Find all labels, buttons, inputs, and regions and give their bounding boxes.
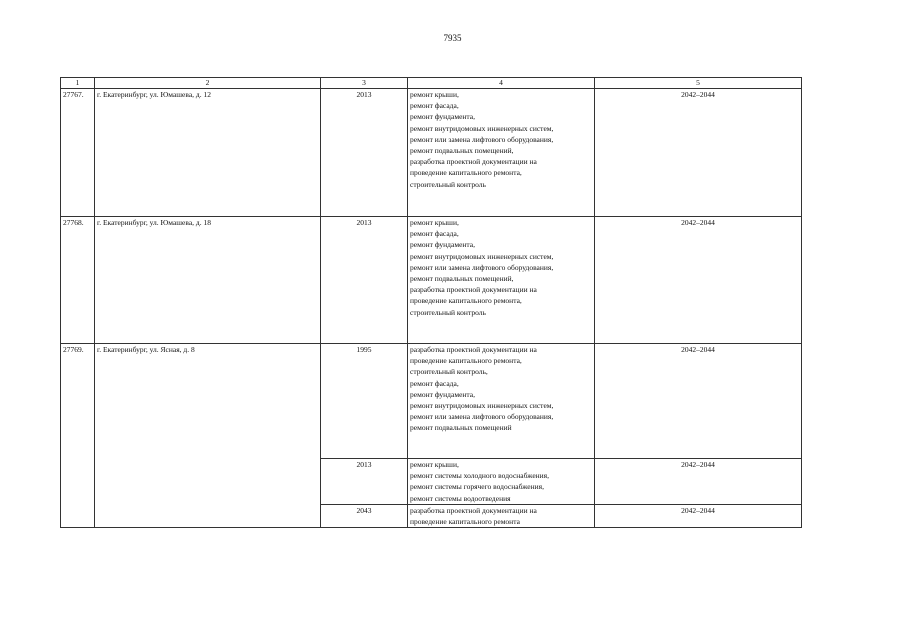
work-item: ремонт фасада, [410,229,459,239]
table-row [61,89,802,217]
work-item: проведение капитального ремонта, [410,296,522,306]
year-cell: 2013 [321,217,408,344]
works-cell [408,344,595,459]
work-item: ремонт системы горячего водоснабжения, [410,482,544,492]
table-body [61,89,802,528]
work-item: ремонт внутридомовых инженерных систем, [410,123,554,133]
work-item: ремонт фасада, [410,101,459,111]
page-number: 7935 [443,33,462,43]
period-cell: 2042–2044 [595,217,802,344]
work-item: проведение капитального ремонта, [410,168,522,178]
work-item: ремонт или замена лифтового оборудования, [410,412,554,422]
header-cell-5: 5 [595,78,802,89]
work-item: разработка проектной документации на [410,157,537,167]
works-cell [408,459,595,505]
work-item: ремонт крыши, [410,460,459,469]
period-cell: 2042–2044 [595,459,802,505]
work-item: ремонт внутридомовых инженерных систем, [410,401,554,411]
period-cell: 2042–2044 [595,344,802,459]
works-cell [408,504,595,527]
table-row [61,217,802,344]
work-item: ремонт подвальных помещений, [410,274,514,284]
work-item: разработка проектной документации на [410,505,537,515]
repair-schedule-table [60,77,802,528]
work-item: ремонт фундамента, [410,112,475,122]
row-number: 27769. [61,344,95,528]
table-row [61,344,802,459]
row-number: 27767. [61,89,95,217]
header-row [61,78,802,89]
year-cell: 2013 [321,89,408,217]
header-cell-3: 3 [321,78,408,89]
period-cell: 2042–2044 [595,504,802,527]
work-item: ремонт крыши, [410,218,459,227]
year-cell: 2043 [321,504,408,527]
work-item: проведение капитального ремонта, [410,356,522,366]
work-item: ремонт системы холодного водоснабжения, [410,471,550,481]
year-cell: 1995 [321,344,408,459]
address-cell: г. Екатеринбург, ул. Ясная, д. 8 [95,344,321,528]
work-item: строительный контроль [410,307,486,317]
year-cell: 2013 [321,459,408,505]
address-cell: г. Екатеринбург, ул. Юмашева, д. 12 [95,89,321,217]
row-number: 27768. [61,217,95,344]
work-item: проведение капитального ремонта [410,517,520,527]
address-cell: г. Екатеринбург, ул. Юмашева, д. 18 [95,217,321,344]
work-item: ремонт или замена лифтового оборудования, [410,262,554,272]
header-cell-4: 4 [408,78,595,89]
header-cell-2: 2 [95,78,321,89]
period-cell: 2042–2044 [595,89,802,217]
work-item: разработка проектной документации на [410,345,537,354]
work-item: ремонт внутридомовых инженерных систем, [410,251,554,261]
work-item: разработка проектной документации на [410,285,537,295]
work-item: ремонт крыши, [410,90,459,99]
work-item: ремонт или замена лифтового оборудования, [410,134,554,144]
work-item: ремонт системы водоотведения [410,493,511,503]
work-item: ремонт подвальных помещений, [410,146,514,156]
work-item: ремонт фундамента, [410,389,475,399]
work-item: ремонт подвальных помещений [410,423,512,433]
works-cell [408,89,595,217]
work-item: строительный контроль [410,179,486,189]
work-item: ремонт фасада, [410,378,459,388]
work-item: строительный контроль, [410,367,488,377]
header-cell-1: 1 [61,78,95,89]
work-item: ремонт фундамента, [410,240,475,250]
works-cell [408,217,595,344]
